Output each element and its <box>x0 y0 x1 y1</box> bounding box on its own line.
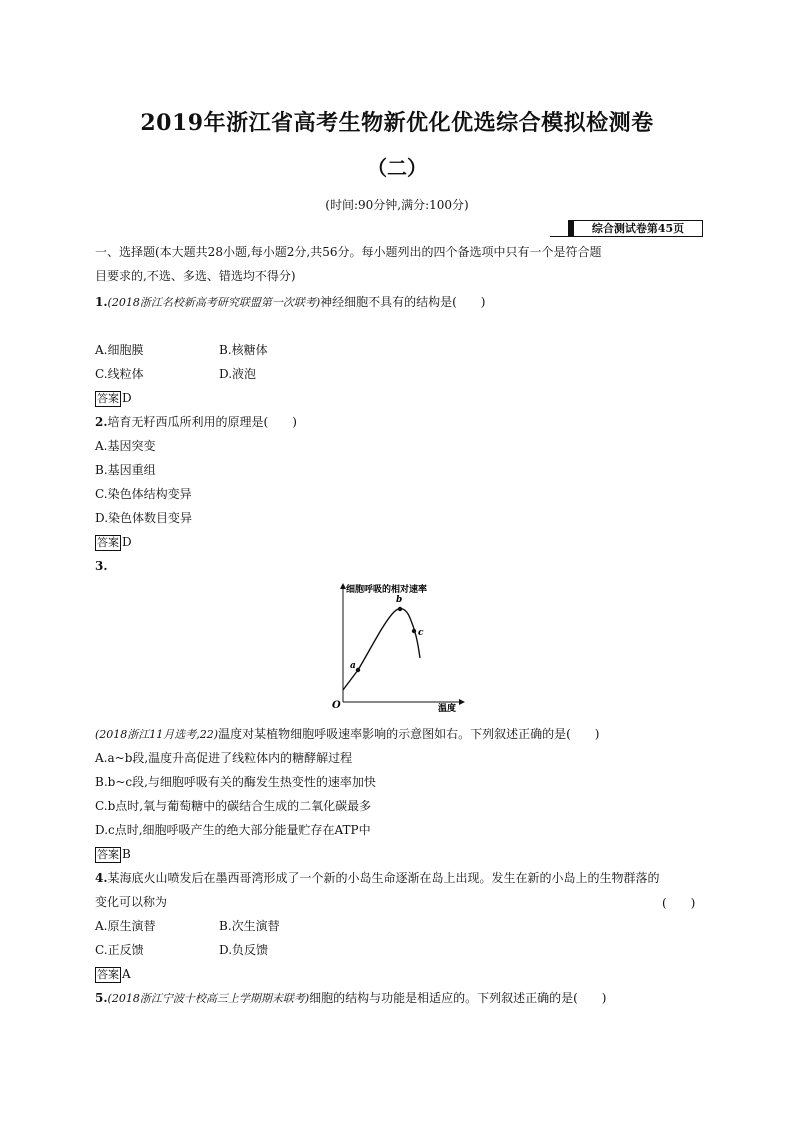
x-axis-label: 温度 <box>438 704 457 714</box>
exam-title: 2019年浙江省高考生物新优化优选综合模拟检测卷 <box>140 110 654 136</box>
question-stem: 神经细胞不具有的结构是( ) <box>320 295 486 309</box>
answer-label: 答案 <box>97 536 119 549</box>
option-c: C.染色体结构变异 <box>95 487 192 501</box>
question-number: 4. <box>95 871 108 885</box>
question-stem: 细胞的结构与功能是相适应的。下列叙述正确的是( ) <box>309 991 607 1005</box>
option-d: D.液泡 <box>219 367 257 381</box>
answer-parenthesis: ( ) <box>662 896 696 910</box>
answer-value: D <box>122 535 132 549</box>
option-c: C.正反馈 <box>95 943 144 957</box>
option-d: D.c点时,细胞呼吸产生的绝大部分能量贮存在ATP中 <box>95 823 371 837</box>
question-stem: 温度对某植物细胞呼吸速率影响的示意图如右。下列叙述正确的是( ) <box>218 727 600 741</box>
origin-label: O <box>332 700 341 711</box>
option-d: D.染色体数目变异 <box>95 511 193 525</box>
option-b: B.核糖体 <box>219 343 268 357</box>
question-stem: 培育无籽西瓜所利用的原理是( ) <box>107 415 297 429</box>
exam-subtitle: （二） <box>367 156 427 180</box>
point-a <box>356 668 360 672</box>
question-1 <box>95 294 485 311</box>
option-b: B.基因重组 <box>95 463 156 477</box>
answer-label: 答案 <box>97 848 119 861</box>
respiration-curve <box>343 609 420 690</box>
question-number: 5. <box>95 991 108 1005</box>
point-c <box>412 629 416 633</box>
option-a: A.细胞膜 <box>95 343 144 357</box>
answer-row <box>95 390 132 407</box>
answer-label: 答案 <box>97 968 119 981</box>
y-axis-label: 细胞呼吸的相对速率 <box>346 585 428 595</box>
option-a: A.原生演替 <box>95 919 156 933</box>
answer-label: 答案 <box>97 392 119 405</box>
question-number: 1. <box>95 295 108 309</box>
question-source: (2018浙江宁波十校高三上学期期末联考) <box>107 992 310 1005</box>
page-ref-underline <box>550 236 570 237</box>
answer-row <box>95 846 131 863</box>
section-heading-line2: 目要求的,不选、多选、错选均不得分) <box>95 269 296 283</box>
question-stem-line1: 某海底火山喷发后在墨西哥湾形成了一个新的小岛生命逐渐在岛上出现。发生在新的小岛上的生物群落的 <box>107 871 660 885</box>
question-number: 2. <box>95 415 108 429</box>
option-b: B.次生演替 <box>219 919 280 933</box>
answer-value: D <box>122 391 132 405</box>
question-2 <box>95 414 297 430</box>
label-a: a <box>350 661 356 671</box>
respiration-rate-figure <box>328 578 468 716</box>
question-number: 3. <box>95 559 108 573</box>
answer-row <box>95 534 132 551</box>
time-info: (时间:90分钟,满分:100分) <box>325 198 469 212</box>
option-d: D.负反馈 <box>219 943 269 957</box>
label-c: c <box>418 628 424 638</box>
section-heading-line1: 一、选择题(本大题共28小题,每小题2分,共56分。每小题列出的四个备选项中只有一个是符合题 <box>95 245 602 259</box>
question-5 <box>95 990 606 1007</box>
question-stem-line2: 变化可以称为 <box>95 895 168 909</box>
question-3 <box>95 558 108 574</box>
option-b: B.b~c段,与细胞呼吸有关的酶发生热变性的速率加快 <box>95 775 376 789</box>
answer-row <box>95 966 131 983</box>
point-b <box>398 607 402 611</box>
question-source: (2018浙江11月选考,22) <box>95 728 219 741</box>
answer-value: A <box>122 967 131 981</box>
question-3-stem <box>95 726 599 743</box>
label-b: b <box>396 595 403 605</box>
question-source: (2018浙江名校新高考研究联盟第一次联考) <box>107 296 321 309</box>
option-a: A.基因突变 <box>95 439 156 453</box>
option-c: C.b点时,氧与葡萄糖中的碳结合生成的二氧化碳最多 <box>95 799 372 813</box>
option-a: A.a~b段,温度升高促进了线粒体内的糖酵解过程 <box>95 751 353 765</box>
question-4 <box>95 870 660 886</box>
option-c: C.线粒体 <box>95 367 144 381</box>
page-reference-tag: 综合测试卷第45页 <box>568 220 703 237</box>
answer-value: B <box>122 847 131 861</box>
